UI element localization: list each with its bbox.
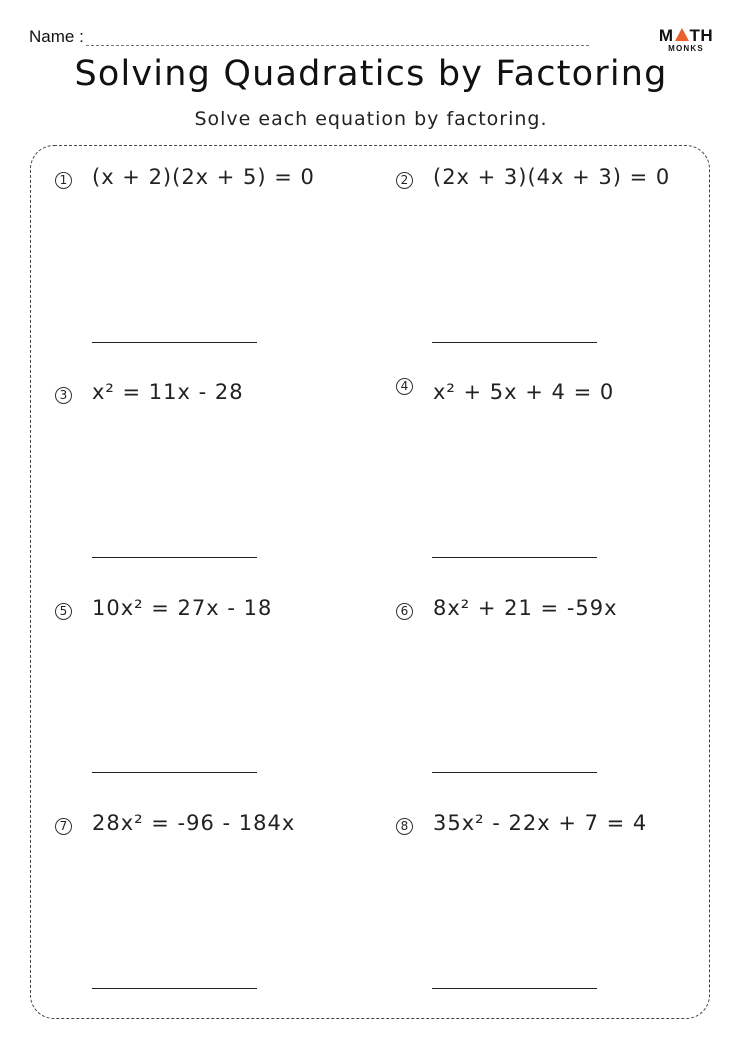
- problem-number: 7: [55, 818, 72, 835]
- problem-2: [396, 165, 716, 205]
- problem-7: [55, 811, 375, 851]
- problem-number: 8: [396, 818, 413, 835]
- equation: 28x² = -96 - 184x: [92, 811, 296, 835]
- problem-number: 6: [396, 603, 413, 620]
- answer-line[interactable]: [92, 557, 257, 558]
- equation: x² = 11x - 28: [92, 380, 244, 404]
- answer-line[interactable]: [432, 772, 597, 773]
- equation: 8x² + 21 = -59x: [433, 596, 618, 620]
- problem-1: [55, 165, 375, 205]
- answer-line[interactable]: [432, 557, 597, 558]
- problem-number: 2: [396, 172, 413, 189]
- problem-number: 1: [55, 172, 72, 189]
- equation: x² + 5x + 4 = 0: [433, 380, 615, 404]
- equation: (2x + 3)(4x + 3) = 0: [433, 165, 671, 189]
- instructions: Solve each equation by factoring.: [194, 108, 548, 130]
- name-input-line[interactable]: [86, 45, 589, 46]
- answer-line[interactable]: [92, 988, 257, 989]
- problem-4: [396, 380, 716, 420]
- problem-number: 5: [55, 603, 72, 620]
- math-monks-logo: M TH MONKS: [658, 26, 714, 53]
- problem-number: 4: [396, 378, 413, 395]
- answer-line[interactable]: [432, 342, 597, 343]
- answer-line[interactable]: [432, 988, 597, 989]
- equation: 35x² - 22x + 7 = 4: [433, 811, 648, 835]
- equation: 10x² = 27x - 18: [92, 596, 273, 620]
- problem-8: [396, 811, 716, 851]
- name-row: [29, 27, 589, 49]
- problem-3: [55, 380, 375, 420]
- triangle-icon: [675, 28, 689, 41]
- problem-number: 3: [55, 387, 72, 404]
- problem-5: [55, 596, 375, 636]
- problem-6: [396, 596, 716, 636]
- name-label: Name :: [29, 27, 84, 46]
- page-title: Solving Quadratics by Factoring: [74, 54, 668, 94]
- answer-line[interactable]: [92, 772, 257, 773]
- problems-box: [30, 145, 710, 1019]
- equation: (x + 2)(2x + 5) = 0: [92, 165, 315, 189]
- answer-line[interactable]: [92, 342, 257, 343]
